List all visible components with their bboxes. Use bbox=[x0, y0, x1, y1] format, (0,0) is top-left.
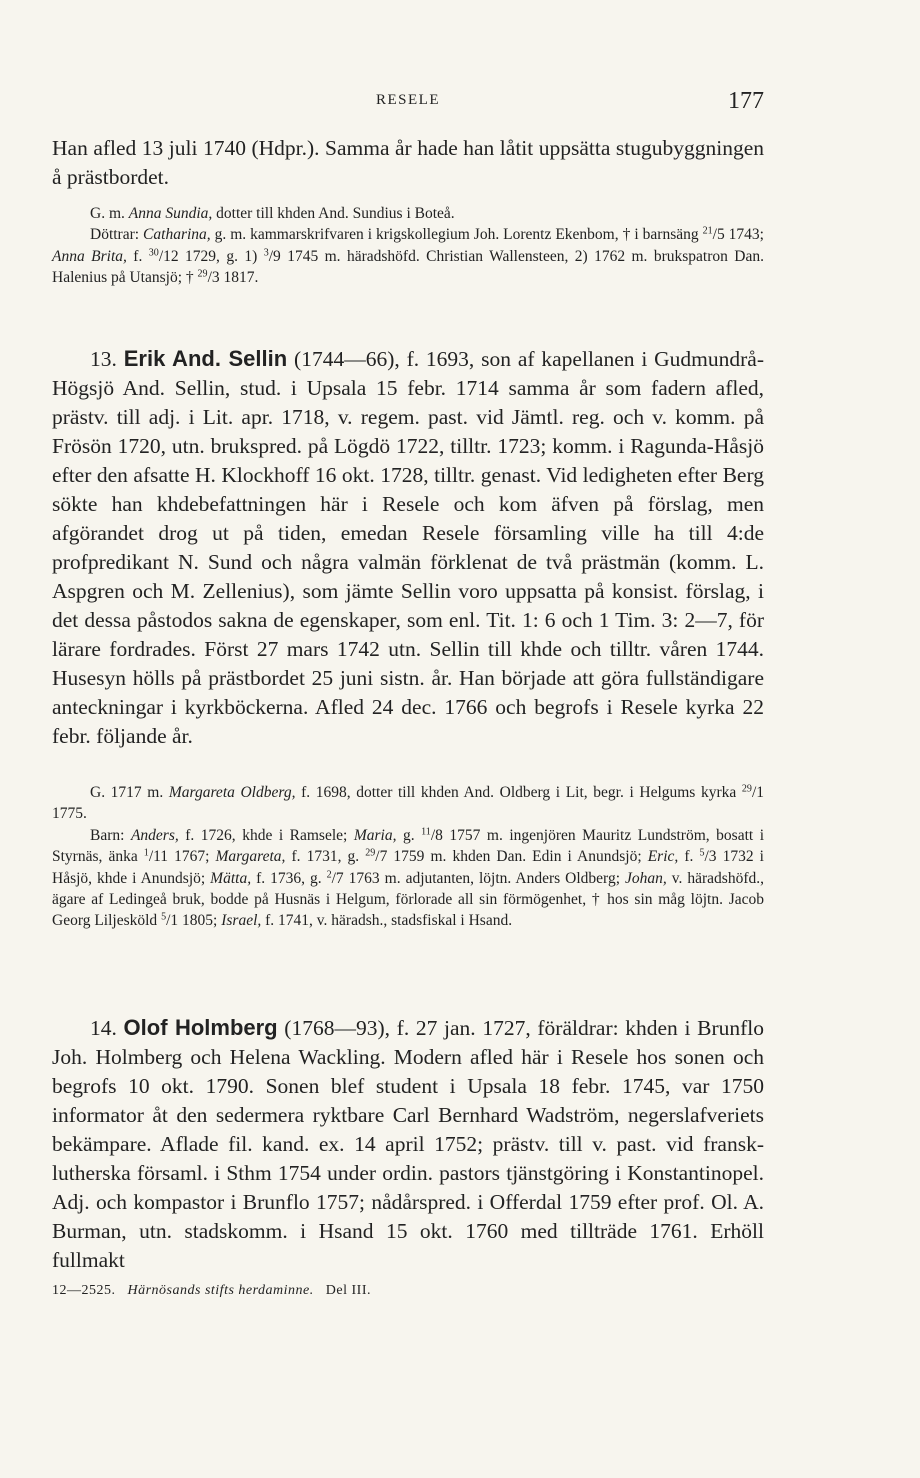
entry-name: Erik And. Sellin bbox=[123, 346, 288, 371]
child-name: Johan, bbox=[625, 869, 667, 887]
child-name: Margareta, bbox=[215, 848, 286, 866]
page-number: 177 bbox=[728, 88, 764, 114]
page-footer bbox=[52, 1283, 371, 1299]
running-title: RESELE bbox=[376, 92, 440, 108]
footer-code: 12—2525. bbox=[52, 1283, 116, 1298]
intro-text: Han afled 13 juli 1740 (Hdpr.). Samma år hade han låtit uppsätta stugubyggningen å prästbordet. bbox=[52, 136, 764, 189]
page-header bbox=[52, 88, 764, 122]
child-name: Maria, bbox=[353, 826, 397, 844]
entry-13 bbox=[52, 344, 764, 751]
entry-14 bbox=[52, 1013, 764, 1275]
child-name: Eric, bbox=[647, 848, 679, 866]
marriage-note: G. 1717 m. Margareta Oldberg, f. 1698, dotter till khden And. Oldberg i Lit, begr. i Helgums kyrka $^{29}$/1 1775. bbox=[52, 783, 764, 823]
entry-number: 14. bbox=[90, 1016, 124, 1040]
daughter-name: Anna Brita, bbox=[52, 247, 127, 265]
entry-number: 13. bbox=[90, 347, 124, 371]
family-notes-13 bbox=[52, 782, 764, 932]
child-name: Israel, bbox=[221, 912, 262, 930]
child-name: Mätta, bbox=[210, 869, 252, 887]
child-name: Anders, bbox=[130, 826, 179, 844]
entry-name: Olof Holmberg bbox=[123, 1015, 278, 1040]
wife-name: Margareta Oldberg, bbox=[168, 784, 296, 801]
daughter-name: Catharina, bbox=[143, 226, 211, 244]
entry-text: (1768—93), f. 27 jan. 1727, föräldrar: khden i Brunflo Joh. Holmberg och Helena Wackling. Modern afled här i Resele hos sonen och begrofs 10 okt. 1790. Sonen blef student i Upsala 18 febr. 1745, var 1750 informator åt den sedermera ryktbare Carl Bernhard Wadström, negerslafveriets bekämpare. Aflade fil. kand. ex. 14 april 1752; prästv. till v. past. vid fransk-lutherska församl. i Sthm 1754 under ordin. pastors tjänstgöring i Konstantinopel. Adj. och kompastor i Brunflo 1757; nådårspred. i Offerdal 1759 efter prof. Ol. A. Burman, utn. stadskomm. i Hsand 15 okt. 1760 med tillträde 1761. Erhöll fullmakt bbox=[52, 1016, 764, 1272]
footer-part: Del III. bbox=[325, 1283, 371, 1298]
footer-title: Härnösands stifts herdaminne. bbox=[127, 1283, 314, 1298]
intro-paragraph bbox=[52, 134, 764, 192]
entry-text: (1744—66), f. 1693, son af kapellanen i Gudmundrå-Högsjö And. Sellin, stud. i Upsala 15 febr. 1714 samma år som fadern afled, prästv. till adj. i Lit. apr. 1718, v. regem. past. vid Jämtl. reg. och v. komm. på Frösön 1720, utn. brukspred. på Lögdö 1722, tilltr. 1723; komm. i Ragunda-Håsjö efter den afsatte H. Klockhoff 16 okt. 1728, tilltr. genast. Vid ledigheten efter Berg sökte han khdebefattningen här i Resele och kom äfven på förslag, men afgörandet drog ut på tiden, emedan Resele församling ville ha till 4:de profpredikant N. Sund och några valmän förklenat de två prästmän (komm. L. Aspgren och M. Zellenius), som jämte Sellin voro uppsatta på konsist. förslag, i det dessa påstodos sakna de egenskaper, som enl. Tit. 1: 6 och 1 Tim. 3: 2—7, för lärare fordrades. Först 27 mars 1742 utn. Sellin till khde och tilltr. våren 1744. Husesyn hölls på prästbordet 25 juni sistn. år. Han började att göra fullständigare anteckningar i kyrkböckerna. Afled 24 dec. 1766 och begrofs i Resele kyrka 22 febr. följande år. bbox=[52, 347, 765, 748]
daughters-note: Döttrar: Catharina, g. m. kammarskrifvaren i krigskollegium Joh. Lorentz Ekenbom, † i barnsäng $^{21}$/5 1743; Anna Brita, f. $^{30}$/12 1729, g. 1) $^3$/9 1745 m. häradshöfd. Christian Wallensteen, 2) 1762 m. brukspatron Dan. Halenius på Utansjö; † $^{29}$/3 1817. bbox=[52, 225, 764, 287]
family-notes-12 bbox=[52, 203, 764, 289]
wife-name: Anna Sundia, bbox=[128, 205, 213, 222]
wife-note: G. m. Anna Sundia, dotter till khden And. Sundius i Boteå. bbox=[90, 205, 455, 222]
children-note: Barn: Anders, f. 1726, khde i Ramsele; Maria, g. $^{11}$/8 1757 m. ingenjören Mauritz Lundström, bosatt i Styrnäs, änka $^1$/11 1767; Margareta, f. 1731, g. $^{29}$/7 1759 m. khden Dan. Edin i Anundsjö; Eric, f. $^5$/3 1732 i Håsjö, khde i Anundsjö; Mätta, f. 1736, g. $^2$/7 1763 m. adjutanten, löjtn. Anders Oldberg; Johan, v. häradshöfd., ägare af Ledingeå bruk, bodde på Husnäs i Helgum, förlorade all sin förmögenhet, † hos sin måg löjtn. Jacob Georg Liljesköld $^5$/1 1805; Israel, f. 1741, v. häradsh., stadsfiskal i Hsand. bbox=[52, 826, 764, 930]
